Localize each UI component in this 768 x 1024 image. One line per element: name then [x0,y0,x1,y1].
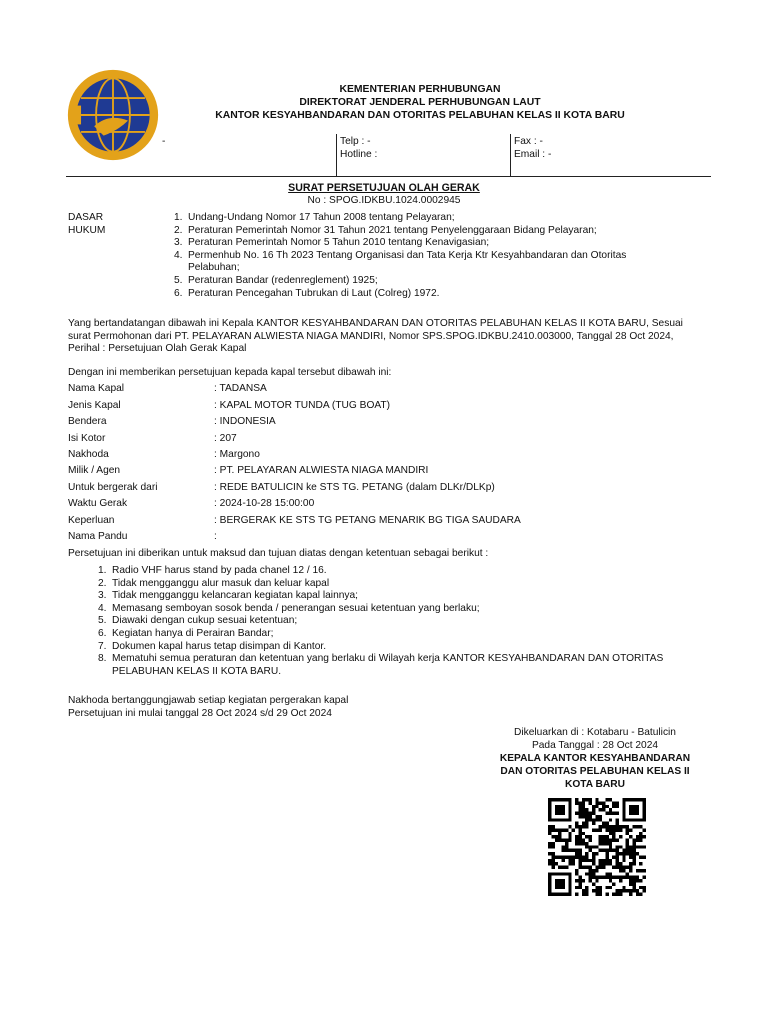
closing-validity: Persetujuan ini mulai tanggal 28 Oct 2024 s/d 29 Oct 2024 [68,708,332,719]
header-hotline: Hotline : [340,149,378,160]
condition-item: 6. Kegiatan hanya di Perairan Bandar; [98,627,274,639]
document-title: SURAT PERSETUJUAN OLAH GERAK [288,182,480,194]
condition-item: 4. Memasang semboyan sosok benda / penerangan sesuai ketentuan yang berlaku; [98,602,480,614]
header-ministry: KEMENTERIAN PERHUBUNGAN [339,84,501,95]
condition-item: 2. Tidak mengganggu alur masuk dan keluar kapal [98,577,330,589]
header-telp: Telp : - [340,136,371,147]
conditions-intro: Persetujuan ini diberikan untuk maksud dan tujuan diatas dengan ketentuan sebagai berikut : [68,548,489,559]
condition-item: 5. Diawaki dengan cukup sesuai ketentuan; [98,615,298,627]
dasar-label: DASAR [68,212,104,223]
intro-paragraph: Yang bertandatangan dibawah ini Kepala KANTOR KESYAHBANDARAN DAN OTORITAS PELABUHAN KELAS II KOTA BARU, Sesuai surat Permohonan dari PT. PELAYARAN ALWIESTA NIAGA MANDIRI, Nomor SPS.SPOG.IDKBU.2410.003000, Tanggal 28 Oct 2024, Perihal : Persetujuan Olah Gerak Kapal [68,318,683,355]
legal-basis-item: 3. Peraturan Pemerintah Nomor 5 Tahun 2010 tentang Kenavigasian; [174,237,490,249]
header-divider-2 [510,134,511,176]
condition-item: 8. Mematuhi semua peraturan dan ketentuan yang berlaku di Wilayah kerja KANTOR KESYAHBANDARAN DAN OTORITAS PELABUHAN KELAS II KOTA BARU. [98,653,664,677]
legal-basis-item: 2. Peraturan Pemerintah Nomor 31 Tahun 2021 tentang Penyelenggaraan Bidang Pelayaran; [174,224,597,236]
legal-basis-item: 1. Undang-Undang Nomor 17 Tahun 2008 tentang Pelayaran; [174,212,455,223]
header-address: - [162,136,166,147]
condition-item: 1. Radio VHF harus stand by pada chanel 12 / 16. [98,565,327,576]
header-email: Email : - [514,149,552,160]
qr-code-icon [548,798,646,896]
legal-basis-list [174,212,674,300]
issued-date: Pada Tanggal : 28 Oct 2024 [531,740,659,751]
closing-responsibility: Nakhoda bertanggungjawab setiap kegiatan pergerakan kapal [68,695,349,706]
header-directorate: DIREKTORAT JENDERAL PERHUBUNGAN LAUT [299,97,541,108]
header-office: KANTOR KESYAHBANDARAN DAN OTORITAS PELABUHAN KELAS II KOTA BARU [215,110,625,121]
header-fax: Fax : - [514,136,543,147]
legal-basis-item: 6. Peraturan Pencegahan Tubrukan di Laut (Colreg) 1972. [174,287,440,299]
condition-item: 7. Dokumen kapal harus tetap disimpan di Kantor. [98,640,327,652]
ministry-logo [66,68,160,162]
legal-basis-item: 5. Peraturan Bandar (redenreglement) 1925; [174,274,378,286]
header-divider-1 [336,134,337,176]
issued-place: Dikeluarkan di : Kotabaru - Batulicin [514,727,676,738]
document-number: No : SPOG.IDKBU.1024.0002945 [307,195,461,206]
signatory-title-3: KOTA BARU [565,779,625,790]
approval-statement: Dengan ini memberikan persetujuan kepada kapal tersebut dibawah ini: [68,367,392,378]
legal-basis-item: 4. Permenhub No. 16 Th 2023 Tentang Organisasi dan Tata Kerja Ktr Kesyahbandaran dan Otoritas Pelabuhan; [174,249,627,274]
signatory-title-2: DAN OTORITAS PELABUHAN KELAS II [500,766,690,777]
signatory-title-1: KEPALA KANTOR KESYAHBANDARAN [499,753,691,764]
hukum-label: HUKUM [68,225,106,236]
header-rule [66,176,711,177]
condition-item: 3. Tidak mengganggu kelancaran kegiatan kapal lainnya; [98,590,358,602]
conditions-list [98,565,710,678]
